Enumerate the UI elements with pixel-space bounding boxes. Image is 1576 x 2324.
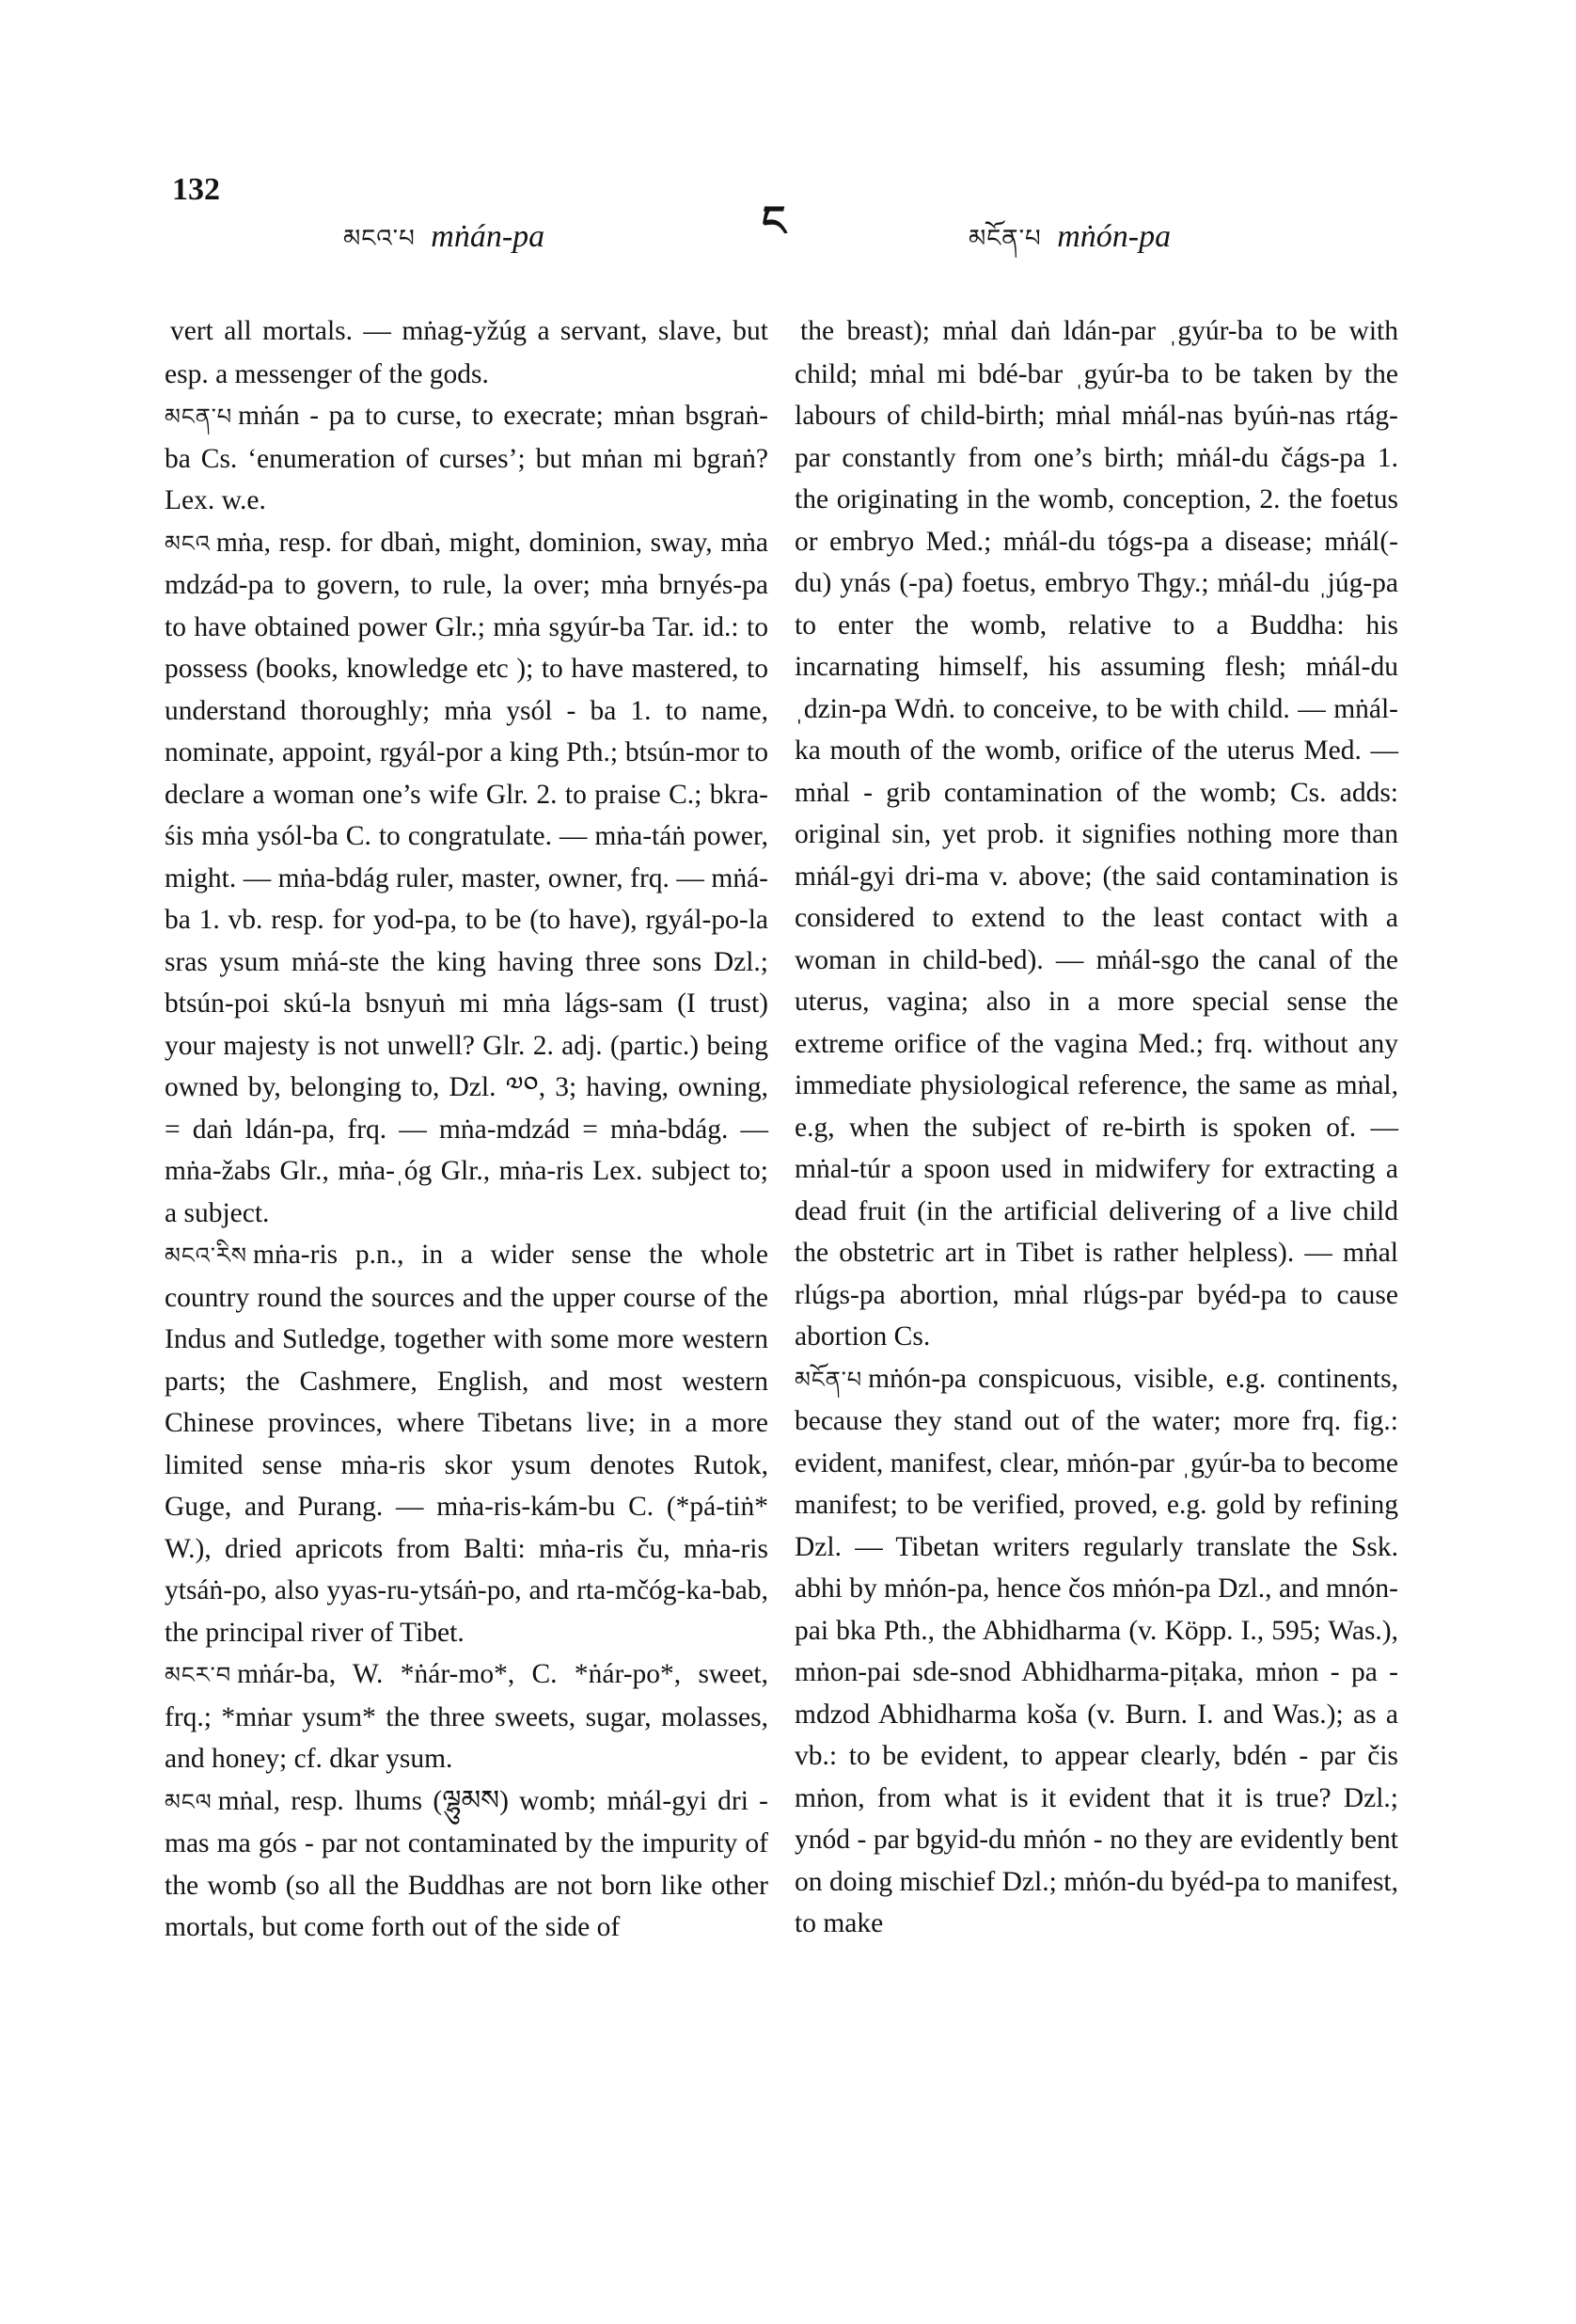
dictionary-entry	[795, 310, 1398, 1358]
dictionary-entry	[165, 395, 768, 522]
running-head-left-translit: mṅán-pa	[431, 219, 545, 254]
dictionary-entry	[165, 522, 768, 1235]
entry-text: vert all mortals. — mṅag-yžúg a servant, slave, but esp. a messenger of the gods.	[165, 316, 768, 389]
dictionary-entry	[165, 1653, 768, 1780]
entry-text: mṅa, resp. for dbaṅ, might, dominion, sway, mṅa mdzád-pa to govern, to rule, la over; mṅa brnyés-pa to have obtained power Glr.; mṅa sgyúr-ba Tar. id.: to possess (books, knowledge etc ); to have mastered, to understand thoroughly; mṅa ysól - ba 1. to name, nominate, appoint, rgyál-por a king Pth.; btsún-mor to declare a woman one’s wife Glr. 2. to praise C.; bkra-śis mṅa ysól-ba C. to congratulate. — mṅa-táṅ power, might. — mṅa-bdág ruler, master, owner, frq. — mṅá-ba 1. vb. resp. for yod-pa, to be (to have), rgyál-po-la sras ysum mṅá-ste the king having three sons Dzl.; btsún-poi skú-la bsnyuṅ mi mṅa lágs-sam (I trust) your majesty is not unwell? Glr. 2. adj. (partic.) being owned by, belonging to, Dzl. ༧༠, 3; having, owning, = daṅ ldán-pa, frq. — mṅa-mdzád = mṅa-bdág. — mṅa-žabs Glr., mṅa-ˌóg Glr., mṅa-ris Lex. subject to; a subject.	[165, 527, 768, 1228]
running-head-right	[969, 212, 1171, 280]
entry-text: mṅal, resp. lhums (ལྷུམས) womb; mṅál-gyi dri - mas ma gós - par not contaminated by the impurity of the womb (so all the Buddhas are not born like other mortals, but come forth out of the side of	[165, 1785, 768, 1942]
entry-text: mṅa-ris p.n., in a wider sense the whole country round the sources and the upper course of the Indus and Sutledge, together with some more western parts; the Cashmere, English, and most western Chinese provinces, where Tibetans live; in a more limited sense mṅa-ris skor ysum denotes Rutok, Guge, and Purang. — mṅa-ris-kám-bu C. (*pá-tiṅ* W.), dried apricots from Balti: mṅa-ris ču, mṅa-ris ytsáṅ-po, also yyas-ru-ytsáṅ-po, and rta-mčóg-ka-bab, the principal river of Tibet.	[165, 1240, 768, 1648]
entry-tibetan-headword: མངན་པ	[165, 403, 233, 430]
entry-tibetan-headword: མངའ་རིས	[165, 1242, 248, 1269]
entry-text: mṅán - pa to curse, to execrate; mṅan bsgraṅ-ba Cs. ‘enumeration of curses’; but mṅan mi bgraṅ? Lex. w.e.	[165, 401, 768, 515]
running-head-right-translit: mṅón-pa	[1057, 219, 1172, 254]
left-column	[165, 310, 768, 1949]
running-head-left-tibetan: མངའ་པ	[343, 225, 416, 253]
dictionary-entry	[165, 310, 768, 395]
entry-tibetan-headword: མངར་བ	[165, 1662, 232, 1688]
section-letter: ང	[762, 198, 786, 245]
right-column	[795, 310, 1398, 1945]
running-head-left	[343, 212, 544, 280]
dictionary-entry	[795, 1358, 1398, 1945]
page-number: 132	[172, 172, 220, 207]
entry-tibetan-headword: མངལ	[165, 1788, 213, 1815]
running-head-right-tibetan: མངོན་པ	[969, 225, 1042, 253]
dictionary-entry	[165, 1234, 768, 1653]
entry-tibetan-headword: མངའ	[165, 530, 211, 557]
entry-text: mṅón-pa conspicuous, visible, e.g. continents, because they stand out of the water; more frq. fig.: evident, manifest, clear, mṅón-par ˌgyúr-ba to become manifest; to be verified, proved, e.g. gold by refining Dzl. — Tibetan writers regularly translate the Ssk. abhi by mṅón-pa, hence čos mṅón-pa Dzl., and mnón-pai bka Pth., the Abhidharma (v. Köpp. I., 595; Was.), mṅon-pai sde-snod Abhidharma-piṭaka, mṅon - pa - mdzod Abhidharma koša (v. Burn. I. and Was.); as a vb.: to be evident, to appear clearly, bdén - par čis mṅon, from what is it evident that it is true? Dzl.; ynód - par bgyid-du mṅón - no they are evidently bent on doing mischief Dzl.; mṅón-du byéd-pa to manifest, to make	[795, 1363, 1398, 1938]
entry-tibetan-headword: མངོན་པ	[795, 1366, 863, 1393]
entry-text: the breast); mṅal daṅ ldán-par ˌgyúr-ba to be with child; mṅal mi bdé-bar ˌgyúr-ba to be taken by the labours of child-birth; mṅal mṅál-nas byúṅ-nas rtág-par constantly from one’s birth; mṅál-du čágs-pa 1. the originating in the womb, conception, 2. the foetus or embryo Med.; mṅál-du tógs-pa a disease; mṅál(-du) ynás (-pa) foetus, embryo Thgy.; mṅál-du ˌjúg-pa to enter the womb, relative to a Buddha: his incarnating himself, his assuming flesh; mṅál-du ˌdzin-pa Wdṅ. to conceive, to be with child. — mṅál-ka mouth of the womb, orifice of the uterus Med. — mṅal - grib contamination of the womb; Cs. adds: original sin, yet prob. it signifies nothing more than mṅál-gyi dri-ma v. above; (the said contamination is considered to extend to the least contact with a woman in child-bed). — mṅál-sgo the canal of the uterus, vagina; also in a more special sense the extreme orifice of the vagina Med.; frq. without any immediate physiological reference, the same as mṅal, e.g, when the subject of re-birth is spoken of. — mṅal-túr a spoon used in midwifery for extracting a dead fruit (in the artificial delivering of a live child the obstetric art in Tibet is rather helpless). — mṅal rlúgs-pa abortion, mṅal rlúgs-par byéd-pa to cause abortion Cs.	[795, 316, 1398, 1352]
dictionary-entry	[165, 1780, 768, 1949]
entry-text: mṅár-ba, W. *ṅár-mo*, C. *ṅár-po*, sweet, frq.; *mṅar ysum* the three sweets, sugar, molasses, and honey; cf. dkar ysum.	[165, 1659, 768, 1774]
